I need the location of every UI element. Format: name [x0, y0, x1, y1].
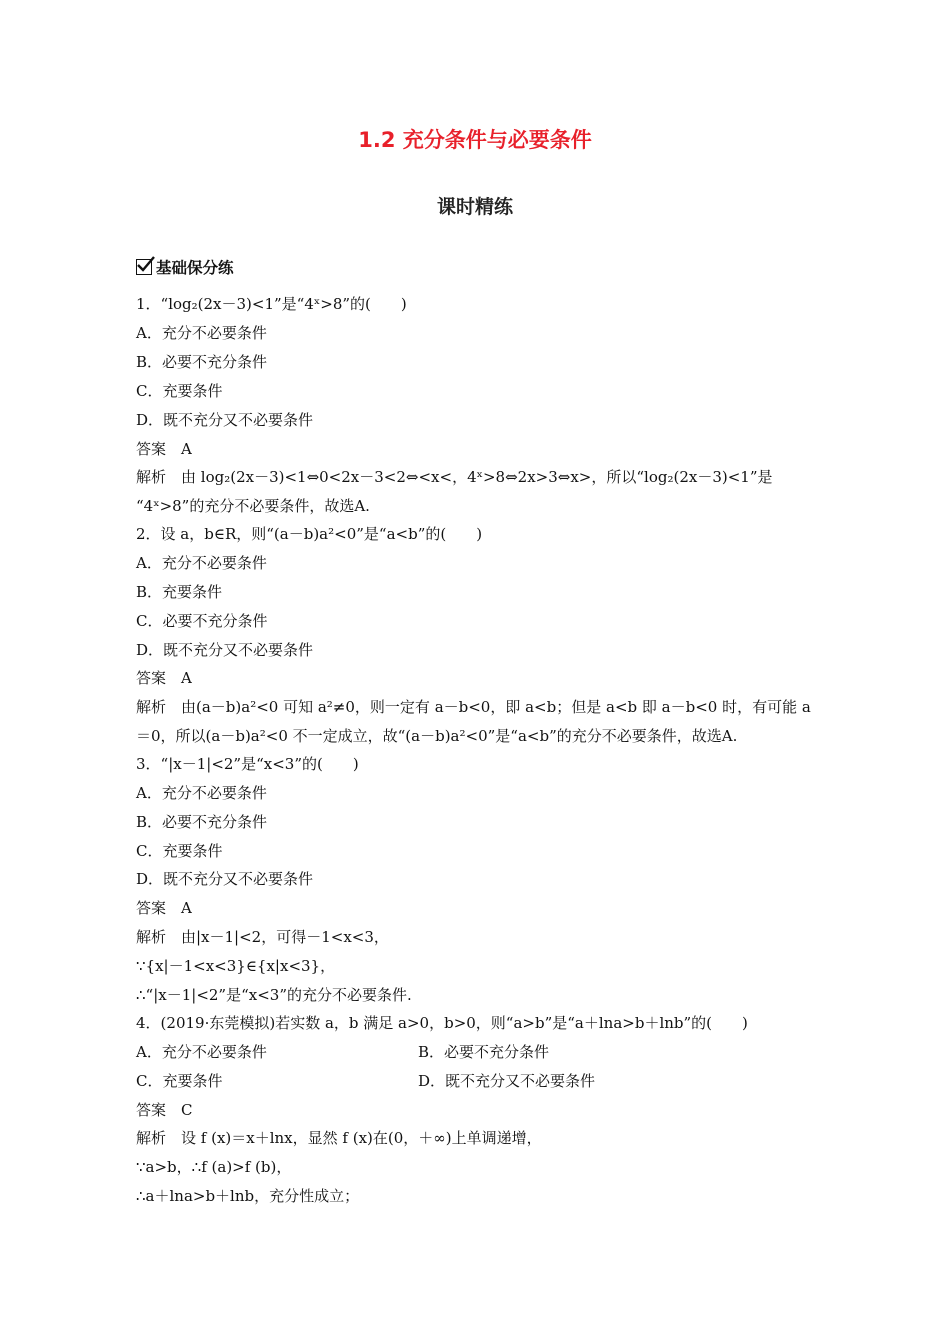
q4-option-a: A．充分不必要条件: [136, 1043, 267, 1061]
q3-option-d: D．既不充分又不必要条件: [136, 870, 314, 888]
q4-option-b: B．必要不充分条件: [418, 1043, 550, 1061]
q3-stem: 3．“|x－1|<2”是“x<3”的( ): [136, 755, 359, 773]
q2-explanation-2: ＝0，所以(a－b)a²<0 不一定成立，故“(a－b)a²<0”是“a<b”的充分不必要条件，故选A.: [136, 727, 738, 745]
q2-explanation-1: 解析 由(a－b)a²<0 可知 a²≠0，则一定有 a－b<0，即 a<b；但是 a<b 即 a－b<0 时，有可能 a: [136, 698, 811, 716]
q4-option-d: D．既不充分又不必要条件: [418, 1072, 596, 1090]
q3-explanation-1: 解析 由|x－1|<2，可得－1<x<3，: [136, 928, 389, 946]
q4-answer: 答案 C: [136, 1101, 193, 1119]
q1-explanation-1: 解析 由 log₂(2x－3)<1⇔0<2x－3<2⇔<x<，4ˣ>8⇔2x>3⇔x>，所以“log₂(2x－3)<1”是: [136, 468, 773, 486]
q3-option-a: A．充分不必要条件: [136, 784, 267, 802]
q1-explanation-2: “4ˣ>8”的充分不必要条件，故选A.: [136, 497, 370, 515]
q1-option-a: A．充分不必要条件: [136, 324, 267, 342]
q2-option-d: D．既不充分又不必要条件: [136, 641, 314, 659]
q3-option-c: C．充要条件: [136, 842, 223, 860]
q3-explanation-2: ∵{x|－1<x<3}∈{x|x<3}，: [136, 957, 336, 975]
q2-stem: 2．设 a，b∈R，则“(a－b)a²<0”是“a<b”的( ): [136, 525, 483, 543]
q1-option-d: D．既不充分又不必要条件: [136, 411, 314, 429]
q2-option-b: B．充要条件: [136, 583, 223, 601]
q4-explanation-2: ∵a>b，∴f (a)>f (b)，: [136, 1158, 292, 1176]
q2-option-a: A．充分不必要条件: [136, 554, 267, 572]
page-subtitle: 课时精练: [436, 196, 513, 218]
q1-stem: 1．“log₂(2x－3)<1”是“4ˣ>8”的( ): [136, 295, 407, 313]
q1-option-b: B．必要不充分条件: [136, 353, 268, 371]
q4-explanation-1: 解析 设 f (x)＝x＋lnx，显然 f (x)在(0，＋∞)上单调递增，: [136, 1129, 542, 1147]
checkbox-icon: [136, 259, 152, 275]
q3-answer: 答案 A: [136, 899, 192, 917]
q4-stem: 4．(2019·东莞模拟)若实数 a，b 满足 a>0，b>0，则“a>b”是“a＋lna>b＋lnb”的( ): [136, 1014, 748, 1032]
q3-explanation-3: ∴“|x－1|<2”是“x<3”的充分不必要条件.: [136, 986, 412, 1004]
section-header: [136, 256, 234, 278]
q1-answer: 答案 A: [136, 440, 192, 458]
q2-option-c: C．必要不充分条件: [136, 612, 268, 630]
q1-option-c: C．充要条件: [136, 382, 223, 400]
q3-option-b: B．必要不充分条件: [136, 813, 268, 831]
page-title: 1.2 充分条件与必要条件: [358, 128, 592, 152]
q4-explanation-3: ∴a＋lna>b＋lnb，充分性成立；: [136, 1187, 360, 1205]
q2-answer: 答案 A: [136, 669, 192, 687]
q4-option-c: C．充要条件: [136, 1072, 223, 1090]
section-label: 基础保分练: [156, 259, 234, 277]
